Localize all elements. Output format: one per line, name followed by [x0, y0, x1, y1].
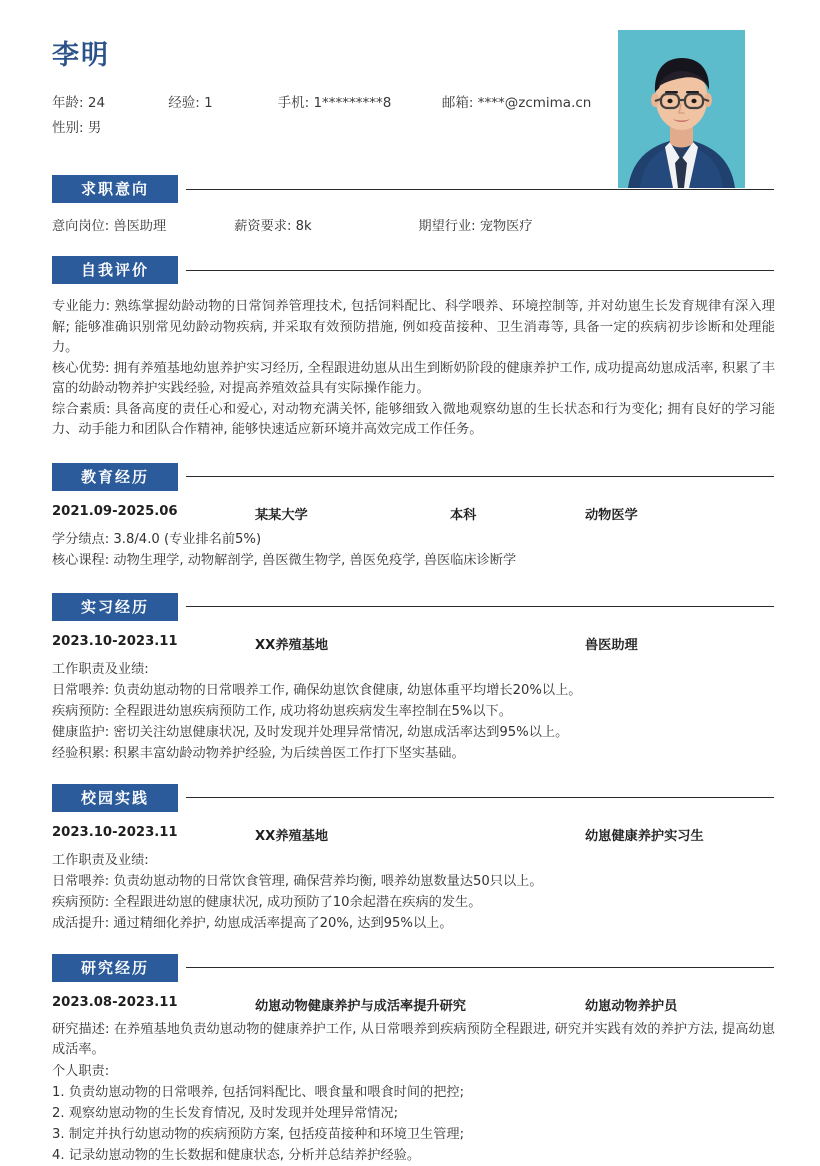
campus-detail-line: 成活提升: 通过精细化养护, 幼崽成活率提高了20%, 达到95%以上。: [52, 915, 453, 931]
section-header-internship: [52, 593, 775, 621]
candidate-name: 李明: [52, 40, 110, 71]
campus-details: [52, 850, 775, 934]
section-divider: [186, 797, 774, 798]
section-title-campus-practice: 校园实践: [52, 784, 178, 812]
internship-details: [52, 659, 775, 764]
section-header-campus-practice: [52, 784, 775, 812]
target-position: 意向岗位: 兽医助理: [52, 219, 167, 234]
self-evaluation-paragraph: 专业能力: 熟练掌握幼龄动物的日常饲养管理技术, 包括饲料配比、科学喂养、环境控制等, 并对幼崽生长发育规律有深入理解; 能够准确识别常见幼龄动物疾病, 并采取有效预防措施, 例如疫苗接种、卫生消毒等, 具备一定的疾病初步诊断和处理能力。: [52, 299, 775, 355]
internship-entry-row: [52, 634, 775, 656]
contact-gender: 性别: 男: [52, 120, 102, 136]
spacer: [0, 238, 820, 256]
internship-role: 兽医助理: [585, 637, 638, 653]
research-description: 研究描述: 在养殖基地负责幼崽动物的健康养护工作, 从日常喂养到疾病预防全程跟进, 研究并实践有效的养护方法, 提高幼崽成活率。: [52, 1021, 775, 1057]
photo-illustration: [618, 30, 745, 188]
section-divider: [186, 967, 774, 968]
resume-header: [0, 0, 820, 175]
campus-detail-line: 疾病预防: 全程跟进幼崽的健康状况, 成功预防了10余起潜在疾病的发生。: [52, 894, 482, 910]
research-duties-label: 个人职责:: [52, 1063, 110, 1079]
internship-company: XX养殖基地: [255, 637, 329, 653]
contact-email: 邮箱: ****@zcmima.cn: [441, 95, 592, 111]
internship-detail-line: 健康监护: 密切关注幼崽健康状况, 及时发现并处理异常情况, 幼崽成活率达到95%以上。: [52, 724, 569, 740]
education-details: [52, 529, 775, 571]
internship-detail-line: 经验积累: 积累丰富幼龄动物养护经验, 为后续兽医工作打下坚实基础。: [52, 745, 465, 761]
section-divider: [186, 606, 774, 607]
section-title-research: 研究经历: [52, 954, 178, 982]
education-courses: 核心课程: 动物生理学, 动物解剖学, 兽医微生物学, 兽医免疫学, 兽医临床诊断学: [52, 552, 517, 568]
research-entry-row: [52, 995, 775, 1017]
section-divider: [186, 476, 774, 477]
education-degree: 本科: [450, 507, 477, 523]
campus-detail-line: 工作职责及业绩:: [52, 852, 149, 868]
internship-detail-line: 疾病预防: 全程跟进幼崽疾病预防工作, 成功将幼崽疾病发生率控制在5%以下。: [52, 703, 512, 719]
contact-age: 年龄: 24: [52, 95, 106, 111]
spacer: [0, 934, 820, 954]
research-duty-item: 1. 负责幼崽动物的日常喂养, 包括饲料配比、喂食量和喂食时间的把控;: [52, 1084, 465, 1100]
job-intention-row: [52, 216, 775, 238]
self-evaluation-paragraph: 综合素质: 具备高度的责任心和爱心, 对动物充满关怀, 能够细致入微地观察幼崽的生长状态和行为变化; 拥有良好的学习能力、动手能力和团队合作精神, 能够快速适应新环境并高效完成工作任务。: [52, 401, 775, 437]
research-duty-item: 4. 记录幼崽动物的生长数据和健康状态, 分析并总结养护经验。: [52, 1147, 421, 1163]
research-date: 2023.08-2023.11: [52, 994, 178, 1010]
internship-detail-line: 工作职责及业绩:: [52, 661, 149, 677]
spacer: [0, 764, 820, 784]
section-header-education: [52, 463, 775, 491]
spacer: [0, 441, 820, 463]
education-school: 某某大学: [255, 507, 308, 523]
section-campus-practice: [0, 784, 820, 934]
spacer: [0, 571, 820, 593]
candidate-photo: [618, 30, 745, 188]
section-internship: [0, 593, 820, 764]
section-research: [0, 954, 820, 1166]
section-title-internship: 实习经历: [52, 593, 178, 621]
research-role: 幼崽动物养护员: [585, 998, 678, 1014]
campus-role: 幼崽健康养护实习生: [585, 828, 704, 844]
research-project: 幼崽动物健康养护与成活率提升研究: [255, 998, 466, 1014]
campus-company: XX养殖基地: [255, 828, 329, 844]
research-duty-item: 2. 观察幼崽动物的生长发育情况, 及时发现并处理异常情况;: [52, 1105, 399, 1121]
section-title-self-evaluation: 自我评价: [52, 256, 178, 284]
campus-detail-line: 日常喂养: 负责幼崽动物的日常饮食管理, 确保营养均衡, 喂养幼崽数量达50只以上。: [52, 873, 543, 889]
education-major: 动物医学: [585, 507, 638, 523]
education-entry-row: [52, 504, 775, 526]
section-divider: [186, 270, 774, 271]
self-evaluation-paragraph: 核心优势: 拥有养殖基地幼崽养护实习经历, 全程跟进幼崽从出生到断奶阶段的健康养护工作, 成功提高幼崽成活率, 积累了丰富的幼龄动物养护实践经验, 对提高养殖效益具有实际操作能力。: [52, 360, 775, 396]
salary-expectation: 薪资要求: 8k: [234, 219, 312, 234]
research-duty-item: 3. 制定并执行幼崽动物的疾病预防方案, 包括疫苗接种和环境卫生管理;: [52, 1126, 465, 1142]
internship-date: 2023.10-2023.11: [52, 633, 178, 649]
contact-experience: 经验: 1: [168, 95, 213, 111]
target-industry: 期望行业: 宠物医疗: [418, 219, 533, 234]
section-header-self-evaluation: [52, 256, 775, 284]
campus-date: 2023.10-2023.11: [52, 824, 178, 840]
section-self-evaluation: [0, 256, 820, 441]
section-education: [0, 463, 820, 571]
campus-entry-row: [52, 825, 775, 847]
section-header-research: [52, 954, 775, 982]
contact-phone: 手机: 1*********8: [277, 95, 392, 111]
section-title-job-intention: 求职意向: [52, 175, 178, 203]
education-gpa: 学分绩点: 3.8/4.0 (专业排名前5%): [52, 531, 262, 547]
education-date: 2021.09-2025.06: [52, 503, 178, 519]
section-divider: [186, 189, 774, 190]
research-details: [52, 1020, 775, 1166]
section-title-education: 教育经历: [52, 463, 178, 491]
internship-detail-line: 日常喂养: 负责幼崽动物的日常喂养工作, 确保幼崽饮食健康, 幼崽体重平均增长20%以上。: [52, 682, 582, 698]
